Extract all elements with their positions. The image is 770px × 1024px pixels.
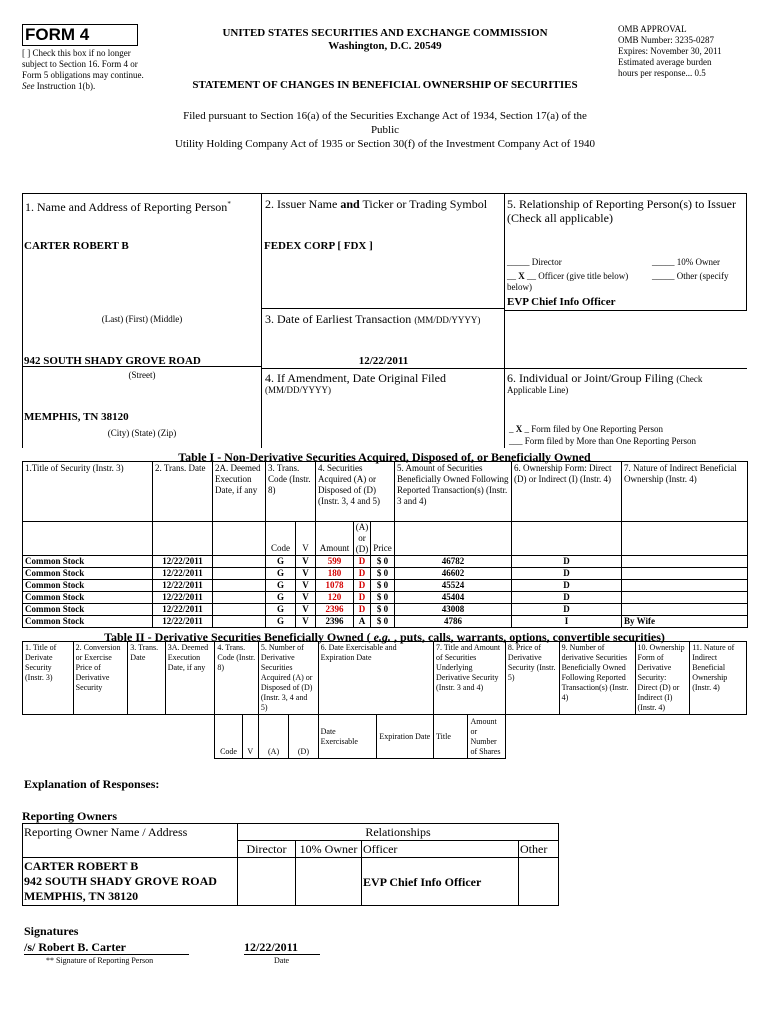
t1-aod: D bbox=[354, 592, 371, 604]
city-hint: (City) (State) (Zip) bbox=[107, 428, 177, 438]
officer-title: EVP Chief Info Officer bbox=[507, 296, 616, 308]
signature-label: ** Signature of Reporting Person bbox=[46, 956, 154, 965]
table-row bbox=[23, 568, 748, 580]
t1-code: G bbox=[266, 580, 296, 592]
table-row bbox=[23, 592, 748, 604]
t2-h7: 7. Title and Amount of Securities Underlying Derivative Security (Instr. 3 and 4) bbox=[434, 642, 506, 715]
signatures-heading: Signatures bbox=[24, 924, 79, 938]
ten-percent-owner-checkbox[interactable]: _____ 10% Owner bbox=[652, 257, 720, 267]
box6-hint2: Applicable Line) bbox=[507, 385, 569, 395]
table-row bbox=[23, 580, 748, 592]
earliest-transaction-date: 12/22/2011 bbox=[358, 355, 409, 367]
signature: /s/ Robert B. Carter bbox=[24, 940, 189, 955]
below-hint: below) bbox=[507, 282, 532, 292]
t1-h-deemed: 2A. Deemed Execution Date, if any bbox=[213, 462, 266, 522]
box1-label: 1. Name and Address of Reporting Person* bbox=[25, 200, 231, 214]
t1-aod: D bbox=[354, 568, 371, 580]
t2-h3: 3. Trans. Date bbox=[128, 642, 165, 715]
reporting-owners-table bbox=[22, 823, 559, 906]
reporting-person-street: 942 SOUTH SHADY GROVE ROAD bbox=[24, 355, 201, 367]
t1-owned: 4786 bbox=[395, 616, 512, 628]
t1-h-title: 1.Title of Security (Instr. 3) bbox=[23, 462, 153, 522]
table-row bbox=[23, 556, 748, 568]
t1-sub-v: V bbox=[296, 522, 316, 556]
t2-sub-a: (A) bbox=[258, 715, 288, 759]
t1-code: G bbox=[266, 604, 296, 616]
ro-col-rel: Relationships bbox=[238, 824, 559, 841]
t1-owned: 45404 bbox=[395, 592, 512, 604]
t1-form: D bbox=[512, 580, 622, 592]
box5-label: 5. Relationship of Reporting Person(s) to Issuer (Check all applicable) bbox=[507, 197, 736, 225]
director-checkbox[interactable]: _____ Director bbox=[507, 257, 562, 267]
t1-form: I bbox=[512, 616, 622, 628]
t2-h3a: 3A. Deemed Execution Date, if any bbox=[165, 642, 215, 715]
signature-date: 12/22/2011 bbox=[244, 940, 320, 955]
t2-sub-amount: Amount or Number of Shares bbox=[468, 715, 505, 759]
box4-label: 4. If Amendment, Date Original Filed bbox=[265, 371, 446, 385]
t1-price: $ 0 bbox=[371, 604, 395, 616]
date-label: Date bbox=[274, 956, 290, 965]
omb-approval: OMB APPROVAL OMB Number: 3235-0287 Expires: November 30, 2011 Estimated average burden hours per response... 0.5 bbox=[618, 24, 722, 78]
t2-h1: 1. Title of Derivate Security (Instr. 3) bbox=[23, 642, 74, 715]
t1-deemed bbox=[213, 604, 266, 616]
form-title: FORM 4 bbox=[25, 25, 90, 44]
t1-nature bbox=[622, 556, 748, 568]
table2 bbox=[22, 641, 747, 759]
officer-checkbox[interactable]: __ X __ Officer (give title below) bbox=[507, 271, 629, 281]
t1-form: D bbox=[512, 568, 622, 580]
t1-form: D bbox=[512, 604, 622, 616]
t1-date: 12/22/2011 bbox=[153, 580, 213, 592]
t1-h-acquired: 4. Securities Acquired (A) or Disposed of (D) (Instr. 3, 4 and 5) bbox=[316, 462, 395, 522]
t1-h-code: 3. Trans. Code (Instr. 8) bbox=[266, 462, 316, 522]
t1-sub-code: Code bbox=[266, 522, 296, 556]
t1-owned: 43008 bbox=[395, 604, 512, 616]
t1-nature bbox=[622, 568, 748, 580]
explanation-heading: Explanation of Responses: bbox=[24, 777, 160, 791]
t2-h4: 4. Trans. Code (Instr. 8) bbox=[215, 642, 259, 715]
reporting-person-city: MEMPHIS, TN 38120 bbox=[24, 411, 129, 423]
table1-title: Table I - Non-Derivative Securities Acquired, Disposed of, or Beneficially Owned bbox=[178, 450, 591, 464]
reporting-owners-heading: Reporting Owners bbox=[22, 809, 117, 823]
t1-owned: 46602 bbox=[395, 568, 512, 580]
t2-sub-date-ex: Date Exercisable bbox=[318, 715, 377, 759]
t1-amount: 599 bbox=[316, 556, 354, 568]
t1-sub-amount: Amount bbox=[316, 522, 354, 556]
t1-title: Common Stock bbox=[23, 556, 153, 568]
t1-v: V bbox=[296, 580, 316, 592]
t1-amount: 1078 bbox=[316, 580, 354, 592]
t1-deemed bbox=[213, 556, 266, 568]
t1-h-nature: 7. Nature of Indirect Beneficial Ownership (Instr. 4) bbox=[622, 462, 748, 522]
t1-v: V bbox=[296, 592, 316, 604]
t1-v: V bbox=[296, 568, 316, 580]
top-boxes bbox=[22, 193, 747, 448]
t1-nature bbox=[622, 580, 748, 592]
t2-sub-title: Title bbox=[434, 715, 468, 759]
reporting-person-name: CARTER ROBERT B bbox=[24, 240, 129, 252]
filed-pursuant: Filed pursuant to Section 16(a) of the Securities Exchange Act of 1934, Section 17(a) of the Public Utility Holding Company Act of 1935 or Section 30(f) of the Investment Company Act of 1940 bbox=[174, 110, 596, 150]
t1-nature bbox=[622, 604, 748, 616]
t1-nature bbox=[622, 592, 748, 604]
t1-deemed bbox=[213, 592, 266, 604]
table-row bbox=[23, 616, 748, 628]
t1-aod: D bbox=[354, 580, 371, 592]
t1-price: $ 0 bbox=[371, 616, 395, 628]
t1-title: Common Stock bbox=[23, 592, 153, 604]
t2-sub-code: Code bbox=[215, 715, 242, 759]
agency-name: UNITED STATES SECURITIES AND EXCHANGE COMMISSION Washington, D.C. 20549 bbox=[222, 27, 548, 52]
t2-sub-exp: Expiration Date bbox=[377, 715, 434, 759]
ro-col-director: Director bbox=[238, 841, 296, 858]
t1-title: Common Stock bbox=[23, 604, 153, 616]
t1-aod: D bbox=[354, 556, 371, 568]
t1-code: G bbox=[266, 556, 296, 568]
t2-h9: 9. Number of derivative Securities Beneficially Owned Following Reported Transaction(s) (Instr. 4) bbox=[559, 642, 635, 715]
name-hint: (Last) (First) (Middle) bbox=[101, 314, 183, 324]
check-note: [ ] Check this box if no longer subject to Section 16. Form 4 or Form 5 obligations may continue. See Instruction 1(b). bbox=[22, 48, 144, 91]
t1-aod: D bbox=[354, 604, 371, 616]
t1-deemed bbox=[213, 568, 266, 580]
t1-amount: 2396 bbox=[316, 616, 354, 628]
box6-label: 6. Individual or Joint/Group Filing (Check bbox=[507, 371, 703, 385]
t2-h10: 10. Ownership Form of Derivative Security: Direct (D) or Indirect (I) (Instr. 4) bbox=[635, 642, 690, 715]
t1-deemed bbox=[213, 616, 266, 628]
table2-title: Table II - Derivative Securities Beneficially Owned ( e.g. , puts, calls, warrants, options, convertible securities) bbox=[104, 630, 665, 644]
t1-h-form: 6. Ownership Form: Direct (D) or Indirect (I) (Instr. 4) bbox=[512, 462, 622, 522]
t1-v: V bbox=[296, 556, 316, 568]
box4-hint: (MM/DD/YYYY) bbox=[265, 385, 331, 395]
t1-price: $ 0 bbox=[371, 556, 395, 568]
t2-h6: 6. Date Exercisable and Expiration Date bbox=[318, 642, 433, 715]
statement-title: STATEMENT OF CHANGES IN BENEFICIAL OWNERSHIP OF SECURITIES bbox=[192, 79, 578, 91]
ro-officer-title: EVP Chief Info Officer bbox=[362, 858, 519, 906]
ro-col-name: Reporting Owner Name / Address bbox=[23, 824, 238, 858]
issuer-name: FEDEX CORP [ FDX ] bbox=[264, 240, 373, 252]
form-title-box bbox=[22, 24, 138, 46]
t1-owned: 45524 bbox=[395, 580, 512, 592]
t2-sub-d: (D) bbox=[289, 715, 318, 759]
t1-code: G bbox=[266, 592, 296, 604]
single-filer-option[interactable]: _ X _ Form filed by One Reporting Person bbox=[509, 424, 663, 434]
t1-date: 12/22/2011 bbox=[153, 592, 213, 604]
t1-nature: By Wife bbox=[622, 616, 748, 628]
t1-form: D bbox=[512, 592, 622, 604]
table1 bbox=[22, 461, 747, 628]
t1-h-amount: 5. Amount of Securities Beneficially Owned Following Reported Transaction(s) (Instr. 3 and 4) bbox=[395, 462, 512, 522]
t1-sub-price: Price bbox=[371, 522, 395, 556]
t1-sub-aod: (A) or (D) bbox=[354, 522, 371, 556]
ro-col-officer: Officer bbox=[362, 841, 519, 858]
t1-title: Common Stock bbox=[23, 580, 153, 592]
t1-amount: 180 bbox=[316, 568, 354, 580]
box2-label: 2. Issuer Name and Ticker or Trading Symbol bbox=[265, 197, 488, 211]
t1-owned: 46782 bbox=[395, 556, 512, 568]
table-row bbox=[23, 604, 748, 616]
t1-amount: 120 bbox=[316, 592, 354, 604]
t2-h8: 8. Price of Derivative Security (Instr. 5) bbox=[505, 642, 559, 715]
t1-date: 12/22/2011 bbox=[153, 556, 213, 568]
t1-form: D bbox=[512, 556, 622, 568]
other-checkbox[interactable]: _____ Other (specify bbox=[652, 271, 729, 281]
t1-code: G bbox=[266, 616, 296, 628]
t1-price: $ 0 bbox=[371, 580, 395, 592]
t2-h5: 5. Number of Derivative Securities Acquired (A) or Disposed of (D) (Instr. 3, 4 and 5) bbox=[258, 642, 318, 715]
t1-price: $ 0 bbox=[371, 568, 395, 580]
t2-h2: 2. Conversion or Exercise Price of Derivative Security bbox=[73, 642, 128, 715]
t2-sub-v: V bbox=[242, 715, 258, 759]
t1-date: 12/22/2011 bbox=[153, 568, 213, 580]
t1-price: $ 0 bbox=[371, 592, 395, 604]
box3-label: 3. Date of Earliest Transaction (MM/DD/YYYY) bbox=[265, 312, 481, 326]
t1-v: V bbox=[296, 604, 316, 616]
ro-col-10: 10% Owner bbox=[296, 841, 362, 858]
t1-title: Common Stock bbox=[23, 616, 153, 628]
joint-filer-option[interactable]: ___ Form filed by More than One Reporting Person bbox=[509, 436, 696, 446]
t1-amount: 2396 bbox=[316, 604, 354, 616]
t1-code: G bbox=[266, 568, 296, 580]
t1-aod: A bbox=[354, 616, 371, 628]
street-hint: (Street) bbox=[128, 370, 156, 380]
t1-deemed bbox=[213, 580, 266, 592]
t1-date: 12/22/2011 bbox=[153, 604, 213, 616]
t1-title: Common Stock bbox=[23, 568, 153, 580]
t1-h-date: 2. Trans. Date bbox=[153, 462, 213, 522]
t1-v: V bbox=[296, 616, 316, 628]
ro-col-other: Other bbox=[519, 841, 559, 858]
t1-date: 12/22/2011 bbox=[153, 616, 213, 628]
ro-owner: CARTER ROBERT B 942 SOUTH SHADY GROVE ROAD MEMPHIS, TN 38120 bbox=[23, 858, 238, 906]
t2-h11: 11. Nature of Indirect Beneficial Ownership (Instr. 4) bbox=[690, 642, 747, 715]
